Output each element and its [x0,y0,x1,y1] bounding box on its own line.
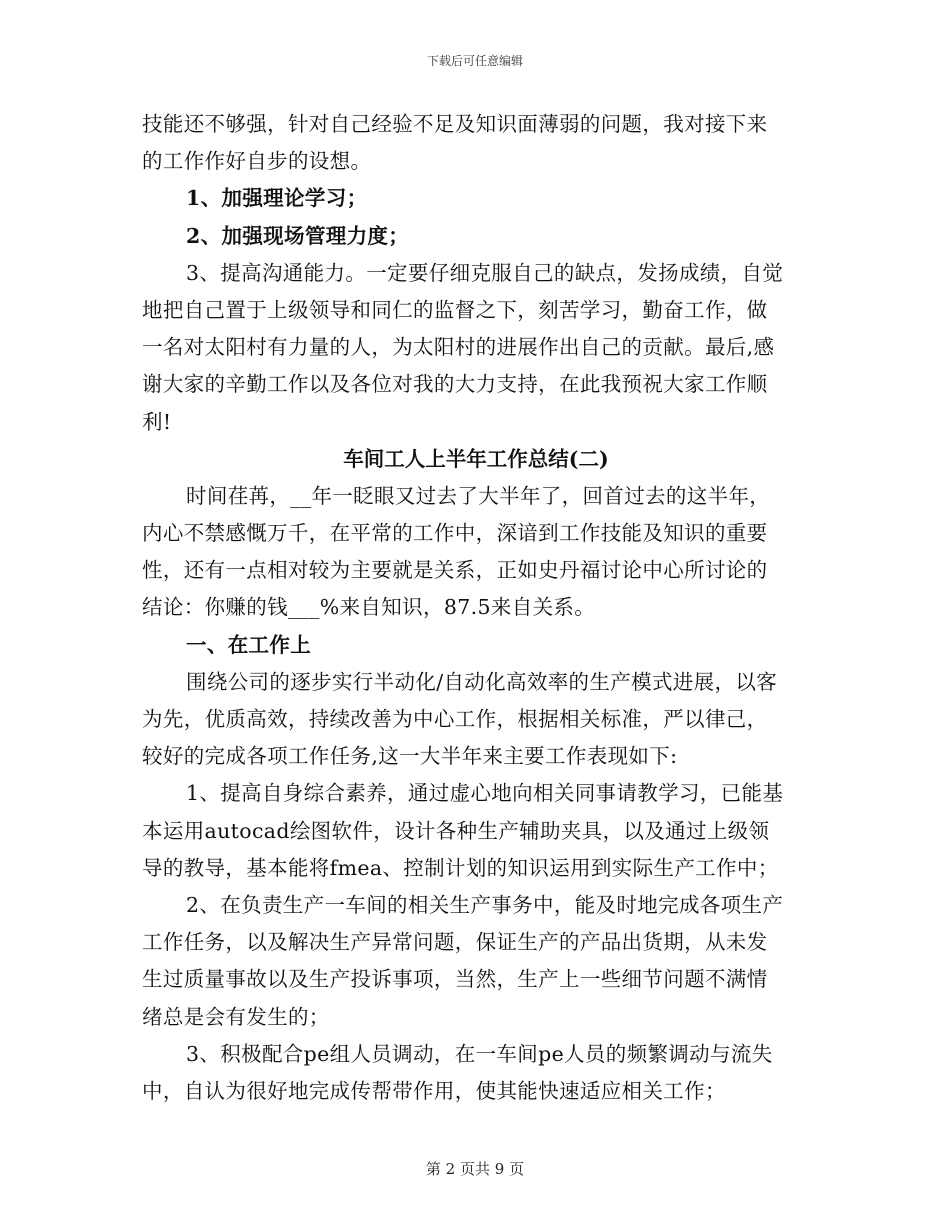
page-footer: 第 2 页共 9 页 [425,1160,525,1178]
text-line: 工作任务，以及解决生产异常问题，保证生产的产品出货期，从未发 [142,930,768,955]
document-body [142,106,810,1110]
heading-line: 2、加强现场管理力度； [186,223,410,248]
text-line: 1、提高自身综合素养，通过虚心地向相关同事请教学习，已能基 [186,781,784,806]
text-line: 绪总是会有发生的； [142,1004,330,1029]
text-line: 较好的完成各项工作任务,这一大半年来主要工作表现如下: [142,744,678,769]
text-line: 内心不禁感慨万千，在平常的工作中，深谙到工作技能及知识的重要 [142,521,768,546]
text-line: 时间荏苒，__年一眨眼又过去了大半年了，回首过去的这半年， [186,483,771,508]
text-line: 地把自己置于上级领导和同仁的监督之下，刻苦学习，勤奋工作，做 [142,297,768,322]
text-line: 3、提高沟通能力。一定要仔细克服自己的缺点，发扬成绩，自觉 [186,260,784,285]
heading-line: 1、加强理论学习； [186,186,368,211]
text-line: 技能还不够强，针对自己经验不足及知识面薄弱的问题，我对接下来 [142,112,768,136]
text-line: 导的教导，基本能将fmea、控制计划的知识运用到实际生产工作中； [142,855,779,880]
section-title: 车间工人上半年工作总结(二) [343,446,609,471]
heading-line: 一、在工作上 [186,632,312,657]
text-line: 中，自认为很好地完成传帮带作用，使其能快速适应相关工作； [142,1078,726,1103]
text-line: 为先，优质高效，持续改善为中心工作，根据相关标准，严以律己， [142,707,768,731]
text-line: 的工作作好自步的设想。 [142,149,372,174]
text-line: 一名对太阳村有力量的人，为太阳村的进展作出自己的贡献。最后,感 [142,335,775,360]
text-line: 本运用autocad绘图软件，设计各种生产辅助夹具，以及通过上级领 [142,818,770,843]
text-line: 谢大家的辛勤工作以及各位对我的大力支持，在此我预祝大家工作顺 [142,372,768,397]
text-line: 围绕公司的逐步实行半动化/自动化高效率的生产模式进展，以客 [186,669,778,694]
text-line: 性，还有一点相对较为主要就是关系，正如史丹福讨论中心所讨论的 [142,558,768,583]
text-line: 结论：你赚的钱___%来自知识，87.5来自关系。 [142,595,596,620]
text-line: 利! [142,409,172,434]
text-line: 生过质量事故以及生产投诉事项，当然，生产上一些细节问题不满情 [142,967,768,992]
text-line: 2、在负责生产一车间的相关生产事务中，能及时地完成各项生产 [186,892,784,917]
page-header: 下载后可任意编辑 [426,54,523,68]
text-line: 3、积极配合pe组人员调动，在一车间pe人员的频繁调动与流失 [186,1041,773,1066]
